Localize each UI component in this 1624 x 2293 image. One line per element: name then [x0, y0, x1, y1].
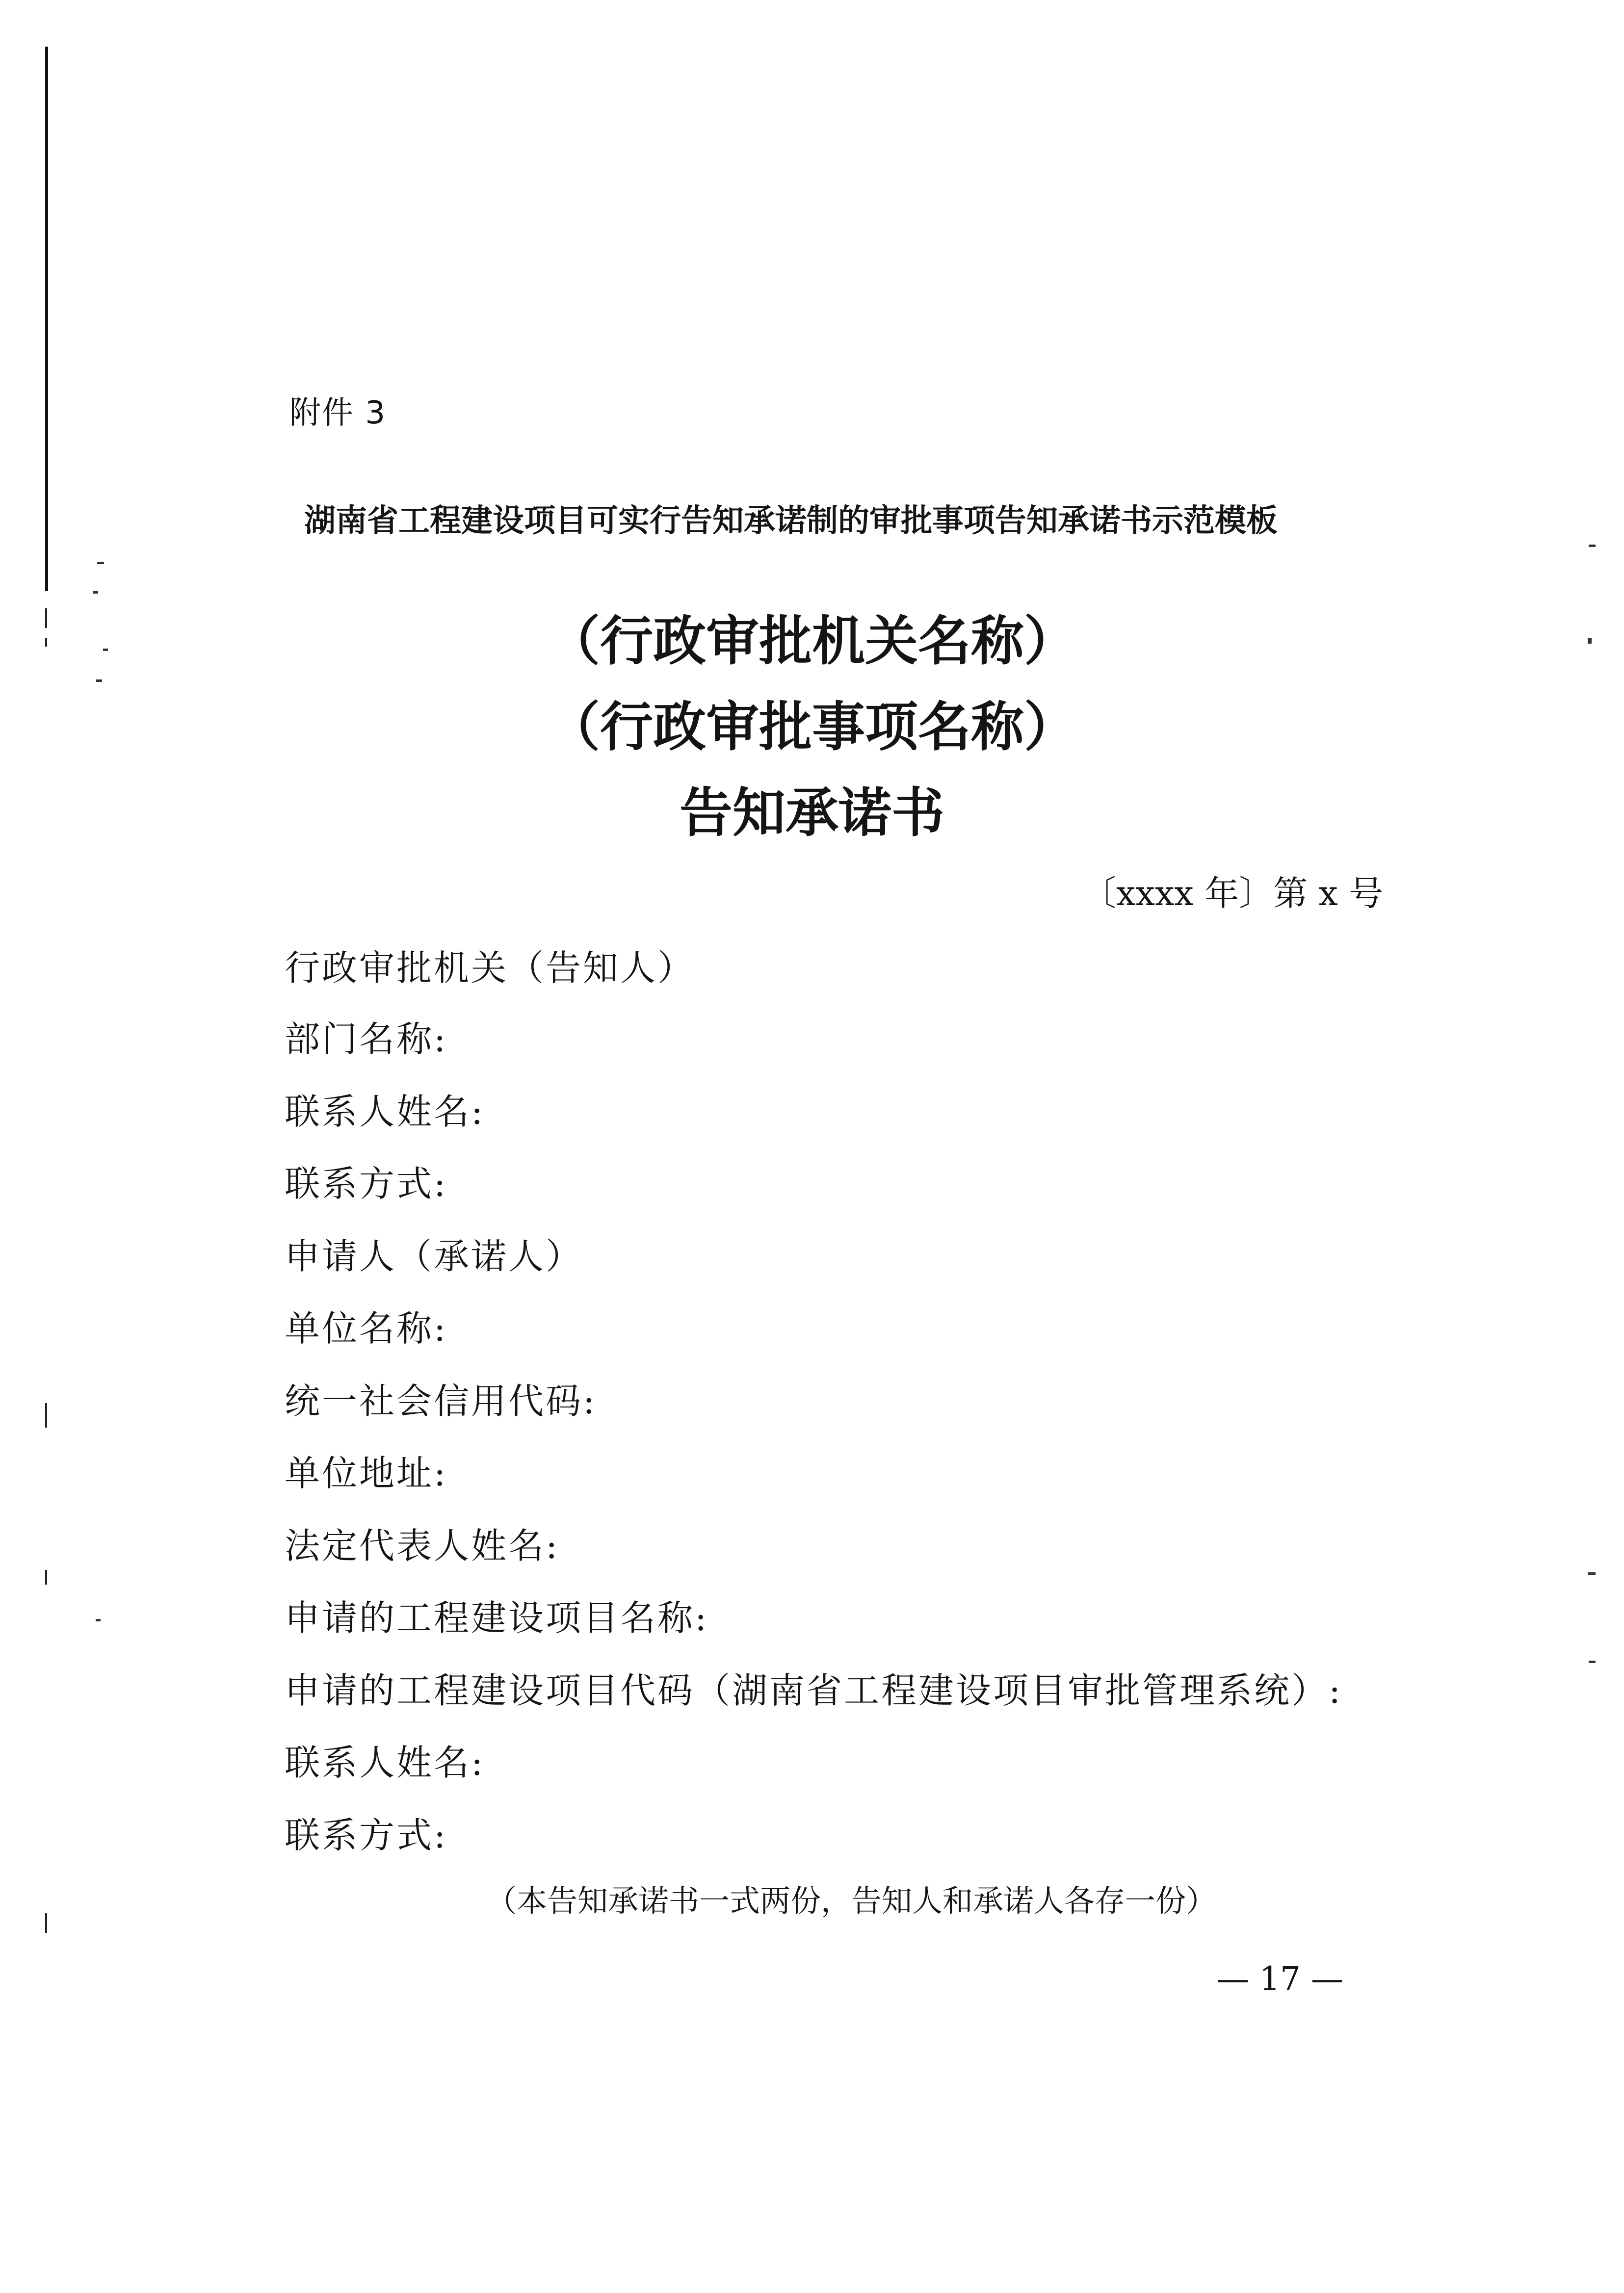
- scan-speck: [96, 1619, 101, 1621]
- page-title: 告知承诺书: [679, 782, 944, 844]
- scan-speck: [96, 679, 102, 682]
- field-authority-contact-name: 联系人姓名:: [285, 1091, 485, 1132]
- title-authority-name: （行政审批机关名称）: [547, 610, 1077, 672]
- binding-edge-line: [45, 47, 48, 591]
- field-project-code: 申请的工程建设项目代码（湖南省工程建设项目审批管理系统）:: [285, 1670, 1343, 1711]
- field-applicant-header: 申请人（承诺人）: [285, 1236, 583, 1277]
- field-applicant-contact-method: 联系方式:: [285, 1815, 448, 1856]
- field-unit-name: 单位名称:: [285, 1308, 448, 1349]
- page-number: — 17 —: [1217, 1960, 1343, 1998]
- scan-speck: [1588, 1572, 1596, 1575]
- copies-note: （本告知承诺书一式两份，告知人和承诺人各存一份）: [486, 1883, 1216, 1919]
- field-authority-header: 行政审批机关（告知人）: [285, 947, 695, 989]
- field-authority-contact-method: 联系方式:: [285, 1163, 448, 1204]
- field-legal-representative: 法定代表人姓名:: [285, 1525, 560, 1566]
- document-number: 〔xxxx 年〕第 x 号: [1082, 873, 1384, 913]
- binding-edge-mark: [45, 1570, 47, 1585]
- scan-speck: [97, 562, 104, 564]
- title-item-name: （行政审批事项名称）: [547, 696, 1077, 758]
- field-credit-code: 统一社会信用代码:: [285, 1381, 597, 1422]
- attachment-label: 附件 3: [289, 395, 387, 431]
- scan-speck: [1589, 545, 1596, 547]
- field-unit-address: 单位地址:: [285, 1453, 448, 1494]
- scan-speck: [93, 591, 98, 594]
- scan-speck: [1589, 1661, 1596, 1663]
- template-subtitle: 湖南省工程建设项目可实行告知承诺制的审批事项告知承诺书示范模板: [304, 503, 1278, 539]
- field-applicant-contact-name: 联系人姓名:: [285, 1742, 485, 1783]
- binding-edge-mark: [45, 1403, 47, 1428]
- field-project-name: 申请的工程建设项目名称:: [285, 1597, 709, 1639]
- field-department-name: 部门名称:: [285, 1018, 448, 1060]
